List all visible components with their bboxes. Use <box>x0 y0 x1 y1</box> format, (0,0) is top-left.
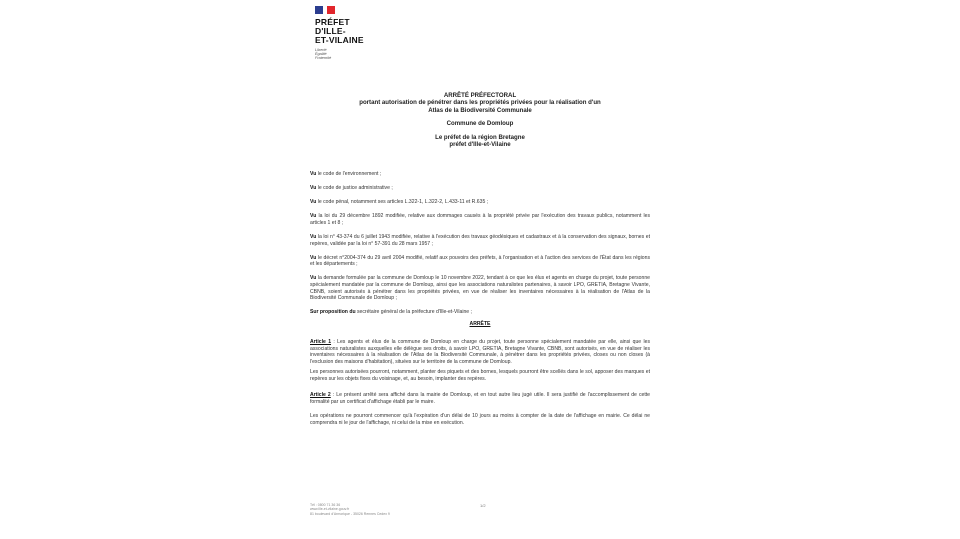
logo-title: PRÉFET D'ILLE- ET-VILAINE <box>315 17 364 45</box>
consideration: Vu le code de justice administrative ; <box>310 185 393 192</box>
article-2-paragraph-2: Les opérations ne pourront commencer qu'à l'expiration d'un délai de 10 jours au moins à compter de la date de l'affichage en mairie. Ce délai ne comprendra ni le jour de l'affichage, ni celui de la mise en exécution. <box>310 413 650 426</box>
page-number: 1/2 <box>480 503 486 508</box>
article-2: Article 2 : Le présent arrêté sera affiché dans la mairie de Domloup, et en tout autre lieu jugé utile. Il sera justifié de l'accomplissement de cette formalité par un certificat d'affichage établi par le maire. <box>310 392 650 406</box>
subject-line-2: Atlas de la Biodiversité Communale <box>428 106 532 114</box>
consideration: Vu le décret n°2004-374 du 29 avril 2004 modifié, relatif aux pouvoirs des préfets, à l'organisation et à l'action des services de l'État dans les régions et les départements ; <box>310 254 650 268</box>
consideration: Vu le code de l'environnement ; <box>310 171 382 177</box>
footer-phone: Tél : 0800 71 36 36 <box>310 503 341 507</box>
article-1-paragraph-2: Les personnes autorisées pourront, notamment, planter des piquets et des bornes, lesquels pourront être scellés dans le sol, apposer des marques et repères sur les objets fixes du voisinage, et, au besoin, implanter des repères. <box>310 369 650 382</box>
footer-website: www.ille-et-vilaine.gouv.fr <box>310 507 350 512</box>
article-1: Article 1 : Les agents et élus de la commune de Domloup en charge du projet, toute personne spécialement mandatée par elle, ainsi que les associations naturalistes auxquelles elle délègue ses droits, à savoir LPO, GRETIA, Bretagne Vivante, CBNB, sont autorisés, en vue de réaliser les inventaires nécessaires à la réalisation de l'Atlas de la Biodiversité Communale, à pénétrer dans les propriétés privées, closes ou non closes (à l'exclusion des maisons d'habitation), situées sur le territoire de la commune de Domloup. <box>310 338 650 365</box>
commune-name: Commune de Domloup <box>446 120 514 128</box>
authority-line-2: préfet d'Ille-et-Vilaine <box>449 141 511 149</box>
republic-motto: Liberté Égalité Fraternité <box>315 48 332 61</box>
subject-line-1: portant autorisation de pénétrer dans les propriétés privées pour la réalisation d'un <box>359 99 601 107</box>
footer-address: 81 boulevard d'Armorique - 35026 Rennes Cedex 9 <box>310 511 390 516</box>
prefecture-logo <box>315 6 364 61</box>
consideration: Vu la demande formulée par la commune de Domloup le 10 novembre 2022, tendant à ce que les élus et agents en charge du projet, toute personne spécialement mandatée par la commune de Domloup, ainsi que les associations naturalistes partenaires, à savoir LPO, GRETIA, Bretagne Vivante, CBNB, soient autorisés à pénétrer dans les propriétés privées, en vue de réaliser les inventaires nécessaires à la réalisation de l'Atlas de la Biodiversité Communale de Domloup ; <box>310 275 650 302</box>
document-header <box>310 92 650 148</box>
proposal: Sur proposition du secrétaire général de la préfecture d'Ille-et-Vilaine ; <box>310 309 472 316</box>
consideration: Vu la loi du 29 décembre 1892 modifiée, relative aux dommages causés à la propriété privée par l'exécution des travaux publics, notamment les articles 1 et 8 ; <box>310 213 650 226</box>
consideration: Vu le code pénal, notamment ses articles L.322-1, L.322-2, L.433-11 et R.635 ; <box>310 199 489 206</box>
marianne-flag-icon <box>315 6 335 14</box>
consideration: Vu la loi n° 43-374 du 6 juillet 1943 modifiée, relative à l'exécution des travaux géodésiques et cadastraux et à la conservation des signaux, bornes et repères, validée par la loi n° 57-391 du 28 mars 1957 ; <box>310 233 650 247</box>
doc-type-title: ARRÊTÉ PRÉFECTORAL <box>443 92 517 99</box>
document-page <box>310 0 650 539</box>
authority-line-1: Le préfet de la région Bretagne <box>435 133 525 141</box>
decision-heading: ARRÊTE <box>469 321 491 328</box>
document-body <box>310 171 650 434</box>
